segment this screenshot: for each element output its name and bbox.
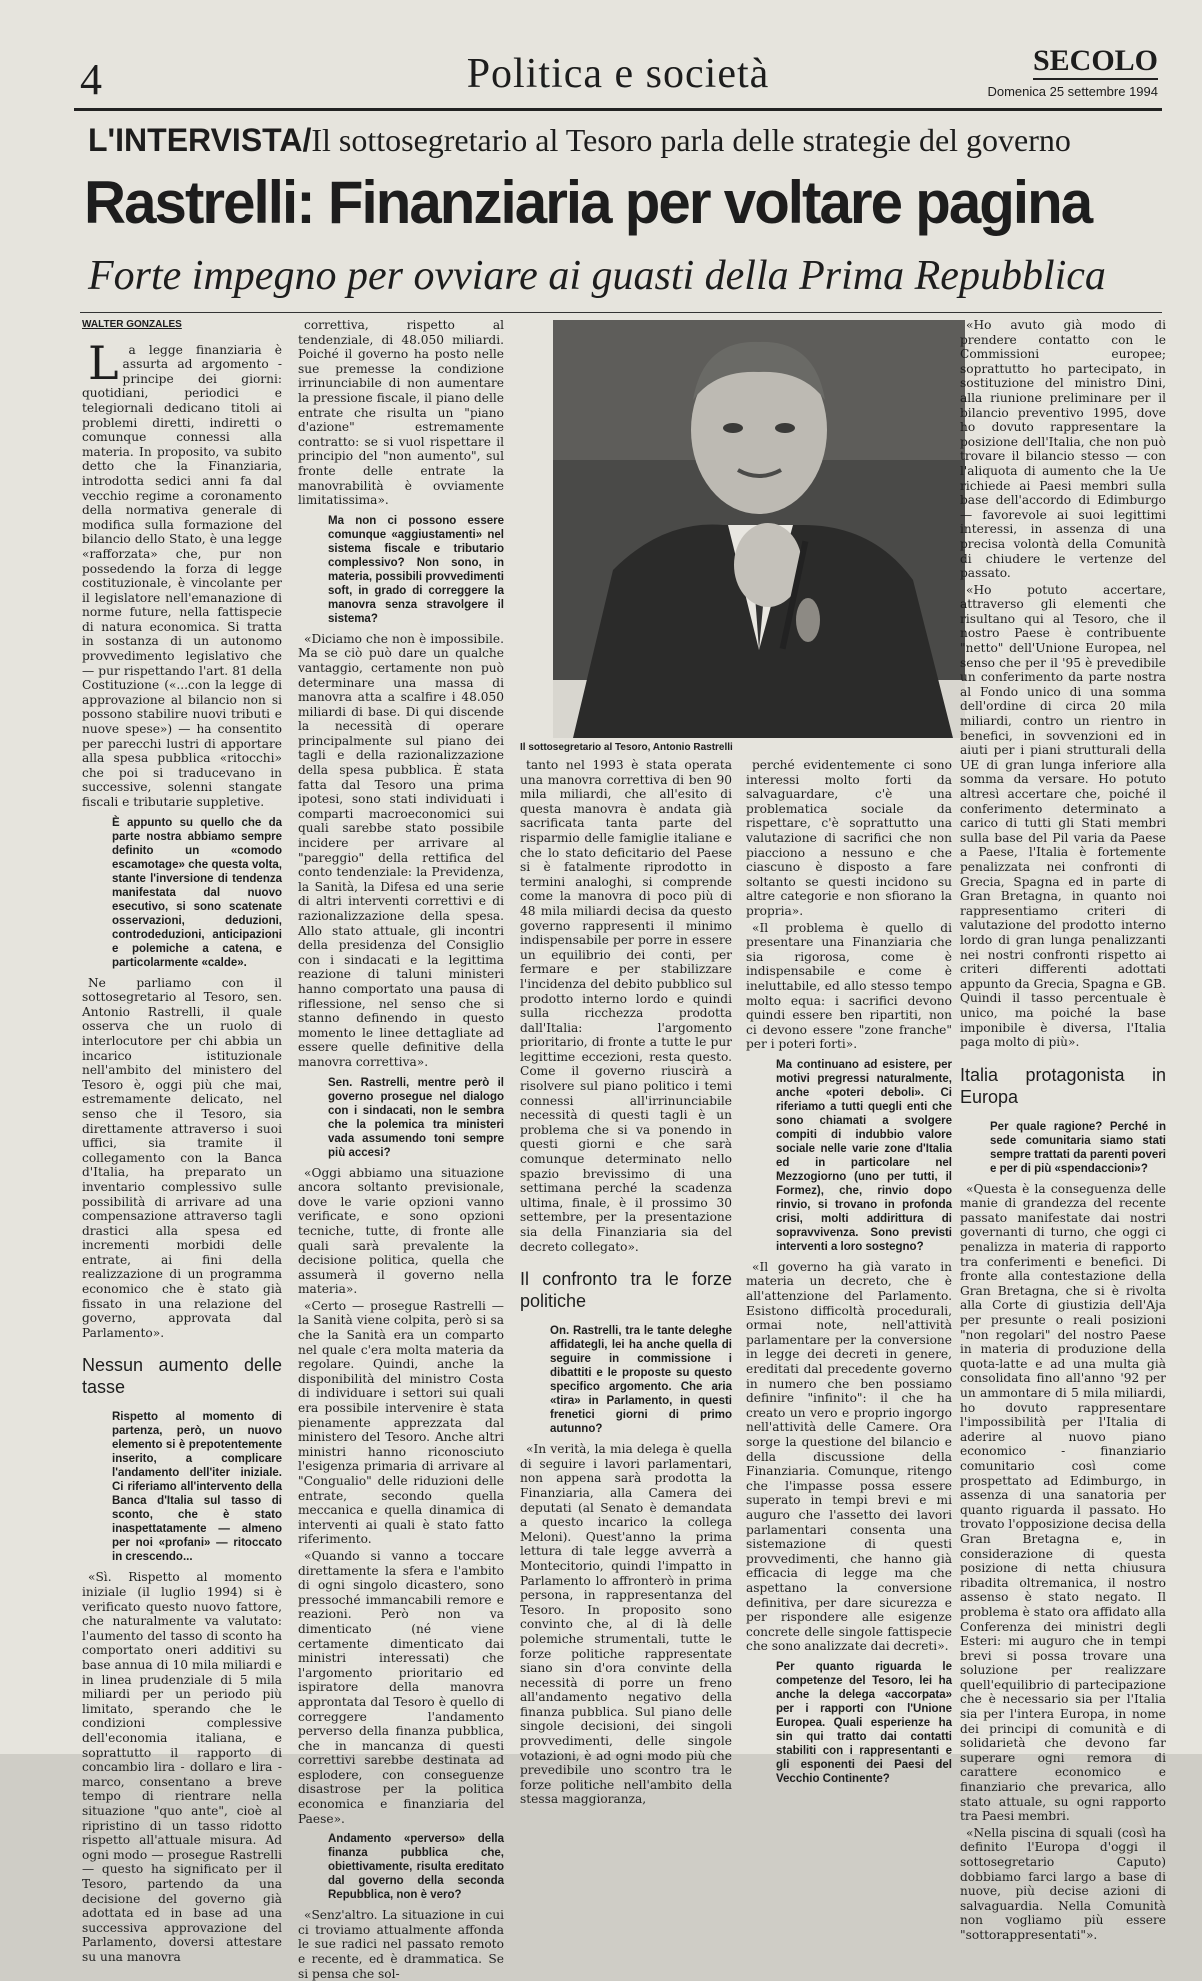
newspaper-logo: SECOLO <box>1033 44 1158 80</box>
byline: WALTER GONZALES <box>82 319 182 330</box>
paragraph: «Ho potuto accertare, attraverso gli elementi che risultano qui al Tesoro, che il nostro Paese è contribuente "netto" dell'Unione Europea, nel senso che per il '95 è prevedibile un conferimento da parte nostra al Fondo unico di una somma dell'ordine di circa 20 mila miliardi, contro un rientro in benefici, in sovvenzioni ed in aiuti per i piani strutturali della UE di gran lunga inferiore alla somma da versare. Ho potuto altresì accertare che, poiché il conferimento determinato a carico di tutti gli Stati membri sulla base del Pil varia da Paese a Paese, l'Italia è fortemente penalizzata nei confronti di Grecia, Spagna ed in parte di Gran Bretagna, in quanto noi rappresentiamo criteri di valutazione del prodotto interno lordo di gran lunga penalizzanti nei nostri confronti rispetto ai criteri differenti adottati appunto da Grecia, Spagna e GB. Quindi il tasso percentuale è unico, ma poiché la base imponibile è diversa, l'Italia paga molto di più». <box>960 582 1166 1050</box>
headline: Rastrelli: Finanziaria per voltare pagina <box>84 169 1092 236</box>
paragraph: perché evidentemente ci sono interessi molto forti da salvaguardare, c'è una problematica sociale da rispettare, c'è soprattutto una valutazione di sacrifici che non piacciono a nessuno e che ciascuno è disposto a fare soltanto se questi incidono su altre categorie e non sfiorano la propria». <box>746 758 952 918</box>
section-title: Politica e società <box>466 51 770 97</box>
interview-question: Sen. Rastrelli, mentre però il governo prosegue nel dialogo con i sindacati, non le sembra che la polemica tra ministeri vada assumendo toni sempre più accesi? <box>328 1076 504 1159</box>
article-kicker <box>88 122 1168 159</box>
paragraph: «Oggi abbiamo una situazione ancora soltanto previsionale, dove le varie opzioni vanno verificate, e sono opzioni tecniche, tutte, di fronte alle quali sarà prevalente la decisione politica, quella che assumerà il governo nella materia». <box>298 1165 504 1297</box>
interview-question: Andamento «perverso» della finanza pubblica che, obiettivamente, risulta ereditato dal governo della seconda Repubblica, non è vero? <box>328 1833 504 1902</box>
masthead <box>74 44 1162 111</box>
subheadline: Forte impegno per ovviare ai guasti della Prima Repubblica <box>88 253 1106 299</box>
header-rule <box>80 312 1162 313</box>
portrait-illustration <box>553 320 965 738</box>
paragraph: «Quando si vanno a toccare direttamente la sfera e l'ambito di ogni singolo dicastero, sono pressoché immancabili remore e reazioni. Però non va dimenticato (né viene certamente dimenticato dai ministri interessati) che l'argomento prioritario ed ispiratore della manovra approntata dal Tesoro è quello di correggere l'andamento perverso della finanza pubblica, che in mancanza di questi correttivi sarebbe destinata ad esplodere, con conseguenze disastrose per la politica economica e finanziaria del Paese». <box>298 1548 504 1826</box>
interview-question: Ma continuano ad esistere, per motivi pregressi naturalmente, anche «poteri deboli». Ci riferiamo a tutti quegli enti che sono chiamati a svolgere compiti di indubbio valore sociale nelle varie zone d'Italia ed in particolare nel Mezzogiorno (uno per tutti, il Formez), che, rinvio dopo rinvio, si trovano in profonda crisi, molti addirittura di sopravvivenza. Sono previsti interventi a loro sostegno? <box>776 1058 952 1253</box>
subtitle: Il confronto tra le forze politiche <box>520 1269 732 1312</box>
subtitle: Italia protagonista in Europa <box>960 1064 1166 1107</box>
portrait-photo <box>553 320 965 738</box>
paragraph: Ne parliamo con il sottosegretario al Tesoro, sen. Antonio Rastrelli, il quale osserva che un ruolo di interlocutore per chi abbia un incarico istituzionale nell'ambito del ministero del Tesoro è, oggi più che mai, estremamente delicato, nel senso che il Tesoro, sia direttamente attraverso i suoi uffici, sia tramite il collegamento con la Banca d'Italia, ha preparato un inventario complessivo sulle possibilità di arrivare ad una compensazione attraverso tagli drastici alla spesa ed incrementi morbidi delle entrate, ai fini della realizzazione di un programma economico che è stato già fissato in una relazione del governo, approvata dal Parlamento». <box>82 975 282 1340</box>
interview-question: Ma non ci possono essere comunque «aggiustamenti» nel sistema fiscale e tributario complessivo? Non sono, in materia, possibili provvedimenti soft, in grado di correggere la manovra senza stravolgere il sistema? <box>328 514 504 625</box>
kicker-label: L'INTERVISTA/ <box>88 122 312 158</box>
paragraph: «Diciamo che non è impossibile. Ma se ciò può dare un qualche vantaggio, certamente non può determinare una massa di manovra atta a scalfire i 48.050 miliardi di base. Di qui discende la necessità di operare principalmente sul piano dei tagli e della razionalizzazione della spesa pubblica. È stata fatta dal Tesoro una prima ipotesi, sono stati individuati i comparti macroeconomici sui quali sarebbe stato possibile incidere per arrivare al "pareggio" della rettifica del conto tendenziale: la Previdenza, la Sanità, la Difesa ed una serie di altri interventi correttivi e di razionalizzazione della spesa. Allo stato attuale, gli incontri della presidenza del Consiglio con i sindacati e la legittima reazione di taluni ministeri hanno comportato una pausa di riflessione, nel senso che si stanno definendo in questo momento le linee dettagliate ad essere quelle definitive della manovra correttiva». <box>298 631 504 1069</box>
paragraph: «Senz'altro. La situazione in cui ci troviamo attualmente affonda le sue radici nel passato remoto e recente, ed è drammatica. Se si pensa che sol- <box>298 1908 504 1981</box>
article-column-3 <box>520 758 732 1807</box>
interview-question: Per quale ragione? Perché in sede comunitaria siamo stati sempre trattati da parenti poveri e per di più «spendaccioni»? <box>990 1120 1166 1175</box>
paragraph: «In verità, la mia delega è quella di seguire i lavori parlamentari, non appena sarà prodotta la Finanziaria, alla Camera dei deputati (al Senato è demandata a questo incarico la collega Meloni). Quest'anno la prima lettura di tale legge avverrà a Montecitorio, quindi l'impatto in Parlamento lo affronterò in prima persona, in rappresentanza del Tesoro. In proposito sono convinto che, al di là delle polemiche strumentali, tutte le forze politiche rappresentate siano sin d'ora convinte della necessità di porre un freno all'andamento negativo della finanza pubblica. Sul piano delle singole decisioni, dei singoli provvedimenti, delle singole votazioni, è ad ogni modo più che prevedibile uno scontro tra le forze politiche nell'ambito della stessa maggioranza, <box>520 1442 732 1807</box>
paragraph: correttiva, rispetto al tendenziale, di 48.050 miliardi. Poiché il governo ha posto nelle sue premesse la condizione irrinunciabile di non aumentare la pressione fiscale, il piano delle entrate che risulta un "piano d'azione" estremamente contratto: se si vuol rispettare il principio del "non aumento", sul fronte delle entrate la manovrabilità è ovviamente limitatissima». <box>298 318 504 508</box>
article-column-1 <box>82 318 282 1964</box>
article-column-4 <box>746 758 952 1785</box>
paragraph: «Sì. Rispetto al momento iniziale (il luglio 1994) si è verificato questo nuovo fattore, che naturalmente va valutato: l'aumento del tasso di sconto ha comportato oneri additivi su base annua di 10 mila miliardi e in linea prudenziale di 5 mila miliardi per un periodo più limitato, sperando che le condizioni complessive dell'economia italiana, e soprattutto il rapporto di concambio lira - dollaro e lira - marco, consentano a breve tempo di rientrare nella situazione "quo ante", cioè al ripristino di un tasso ridotto rispetto all'attuale misura. Ad ogni modo — prosegue Rastrelli — questo ha significato per il Tesoro, partendo da una decisione del governo già adottata ed in base ad una successiva approvazione del Parlamento, doversi attestare su una manovra <box>82 1570 282 1964</box>
kicker-text: Il sottosegretario al Tesoro parla delle strategie del governo <box>311 122 1071 158</box>
issue-date: Domenica 25 settembre 1994 <box>987 84 1158 99</box>
article-column-2 <box>298 318 504 1981</box>
paragraph: tanto nel 1993 è stata operata una manovra correttiva di ben 90 mila miliardi, che all'esito di questa manovra è andata già sacrificata tanta parte del risparmio delle famiglie italiane e che lo stato deficitario del Paese si è fatalmente riprodotto in termini analoghi, si comprende come la manovra di poco più di 48 mila miliardi decisa da questo governo rappresenti il minimo indispensabile per porre in essere un equilibrio dei conti, per fermare e per stabilizzare l'incidenza del debito pubblico sul prodotto interno lordo e quindi sulla ricchezza prodotta dall'Italia: l'argomento prioritario, di fronte a tutte le pur legittime eccezioni, resta questo. Come il governo riuscirà a risolvere sul piano politico i temi connessi all'irrinunciabile necessità di questi tagli è un problema che si va ponendo in questi giorni e che sarà comunque determinato nello spazio brevissimo di una settimana perché la scadenza ultima, finale, è il prossimo 30 settembre, per la presentazione sia della Finanziaria sia del decreto collegato». <box>520 758 732 1254</box>
paragraph: «Nella piscina di squali (così ha definito l'Europa d'oggi il sottosegretario Caputo) dobbiamo farci largo a base di nuove, più decise azioni di salvaguardia. Nella Comunità non vogliamo più essere "sottorappresentati"». <box>960 1825 1166 1942</box>
interview-question: Rispetto al momento di partenza, però, un nuovo elemento si è prepotentemente inserito, a complicare l'andamento dell'iter iniziale. Ci riferiamo all'intervento della Banca d'Italia sul tasso di sconto, che è stato inaspettatamente — almeno per noi «profani» — ritoccato in crescendo... <box>112 1411 282 1564</box>
paragraph: «Ho avuto già modo di prendere contatto con le Commissioni europee; soprattutto ho partecipato, in sostituzione del ministro Dini, alla riunione preliminare per il bilancio preventivo 1995, dove ho dovuto rappresentare la posizione dell'Italia, che non può trovare il bilancio stesso — con l'aliquota di aumento che la Ue richiede ai Paesi membri sulla base dell'accordo di Edimburgo — favorevole ai suoi legittimi interessi, in assenza di una precisa volontà della Comunità di chiudere le vertenze del passato. <box>960 318 1166 581</box>
subtitle: Nessun aumento delle tasse <box>82 1355 282 1398</box>
page-number: 4 <box>80 55 102 104</box>
interview-question: È appunto su quello che da parte nostra abbiamo sempre definito un «comodo escamotage» che questa volta, stante l'inversione di tendenza manifestata dal nuovo esecutivo, si sono scatenate osservazioni, deduzioni, controdeduzioni, anticipazioni e polemiche a catena, e particolarmente «calde». <box>112 816 282 969</box>
photo-caption: Il sottosegretario al Tesoro, Antonio Rastrelli <box>520 742 733 753</box>
article-column-5 <box>960 318 1166 1942</box>
paragraph: «Il governo ha già varato in materia un decreto, che è all'attenzione del Parlamento. Esistono difficoltà procedurali, ormai note, nell'attività parlamentare per la conversione in legge dei decreti in genere, ereditati dal precedente governo in numero che ben possiamo definire "infinito": il che ha creato un vero e proprio ingorgo nell'attività delle Camere. Ora sorge la questione del bilancio e della discussione della Finanziaria. Comunque, ritengo che l'impasse possa essere superato in tempi brevi e mi auguro che l'assetto dei lavori parlamentari consenta una sistemazione di questi provvedimenti, che hanno già efficacia di legge ma che aspettano la conversione definitiva, per dare sicurezza e per rispondere alle esigenze concrete delle singole fattispecie che sono analizzate dai decreti». <box>746 1259 952 1654</box>
interview-question: On. Rastrelli, tra le tante deleghe affidategli, lei ha anche quella di seguire in commissione i dibattiti e le proposte su questo specifico argomento. Che aria «tira» in Parlamento, in questi frenetici giorni di primo autunno? <box>550 1325 732 1436</box>
paragraph: La legge finanziaria è assurta ad argomento - principe dei giorni: quotidiani, periodici e telegiornali dedicano titoli ai problemi diretti, indiretti o comunque connessi alla materia. In proposito, va subito detto che la Finanziaria, introdotta sedici anni fa dal vecchio regime a coronamento della normativa generale di modifica sulla formazione del bilancio dello Stato, è una legge «rafforzata» che, pur non possedendo la forza di legge costituzionale, è vincolante per il legislatore nell'emanazione di norme future, nella fattispecie di natura economica. Si tratta in sostanza di un autonomo provvedimento legislativo che — pur rispettando l'art. 81 della Costituzione («...con la legge di approvazione al bilancio non si possono stabilire nuovi tributi e nuove spese») — ha consentito per parecchi lustri di apportare alla spesa pubblica «ritocchi» che poi si traducevano in successive, solenni stangate fiscali e tributarie suppletive. <box>82 335 282 809</box>
interview-question: Per quanto riguarda le competenze del Tesoro, lei ha anche la delega «accorpata» per i rapporti con l'Unione Europea. Quali esperienze ha sin qui tratto dai contatti stabiliti con i rappresentanti e gli esponenti dei Paesi del Vecchio Continente? <box>776 1660 952 1785</box>
paragraph: «Il problema è quello di presentare una Finanziaria che sia rigorosa, come è indispensabile e come è ineluttabile, ed allo stesso tempo molto equa: i sacrifici devono quindi essere ben ripartiti, non ci devono essere "zone franche" per i poteri forti». <box>746 920 952 1052</box>
paragraph: «Certo — prosegue Rastrelli — la Sanità viene colpita, però si sa che la Sanità era un comparto nel quale c'era molta materia da regolare. Quindi, anche la disponibilità del ministro Costa di individuare i settori sui quali era possibile intervenire è stata pienamente apprezzata dal ministero del Tesoro. Anche altri ministri hanno riconosciuto l'esigenza primaria di arrivare al "Congualio" delle riduzioni delle entrate, secondo quella meccanica e quella dinamica di interventi ai quali è stato fatto riferimento. <box>298 1298 504 1547</box>
paragraph: «Questa è la conseguenza delle manie di grandezza del recente passato manifestate dai nostri governanti di turno, che oggi ci penalizza in materia di rapporto tra conferimenti e benefici. Di fronte alla contestazione della Gran Bretagna, che si è rivolta alla Corte di giustizia dell'Aja per presunte o reali posizioni "non regolari" del nostro Paese in materia di produzione della quota-latte e ad una multa già consolidata fino all'anno '92 per un ammontare di 5 mila miliardi, ho dovuto rappresentare l'impossibilità per l'Italia di aderire al nuovo piano economico - finanziario comunitario così come prospettato ad Edimburgo, in assenza di una sanatoria per quanto riguarda il passato. Ho trovato l'opposizione decisa della Gran Bretagna e, in considerazione di questa posizione di netta chiusura ribadita oltremanica, il nostro assenso è stato negato. Il problema è stato ora affidato alla Conferenza dei ministri degli Esteri: mi auguro che in tempi brevi si possa trovare una soluzione per realizzare quell'equilibrio di partecipazione che è necessario sia per l'Italia sia per l'intera Europa, in nome dei principi di comunità e di solidarietà che devono far superare ogni remora di carattere economico e finanziario che prevarica, allo stato attuale, su ogni rapporto tra Paesi membri. <box>960 1181 1166 1824</box>
